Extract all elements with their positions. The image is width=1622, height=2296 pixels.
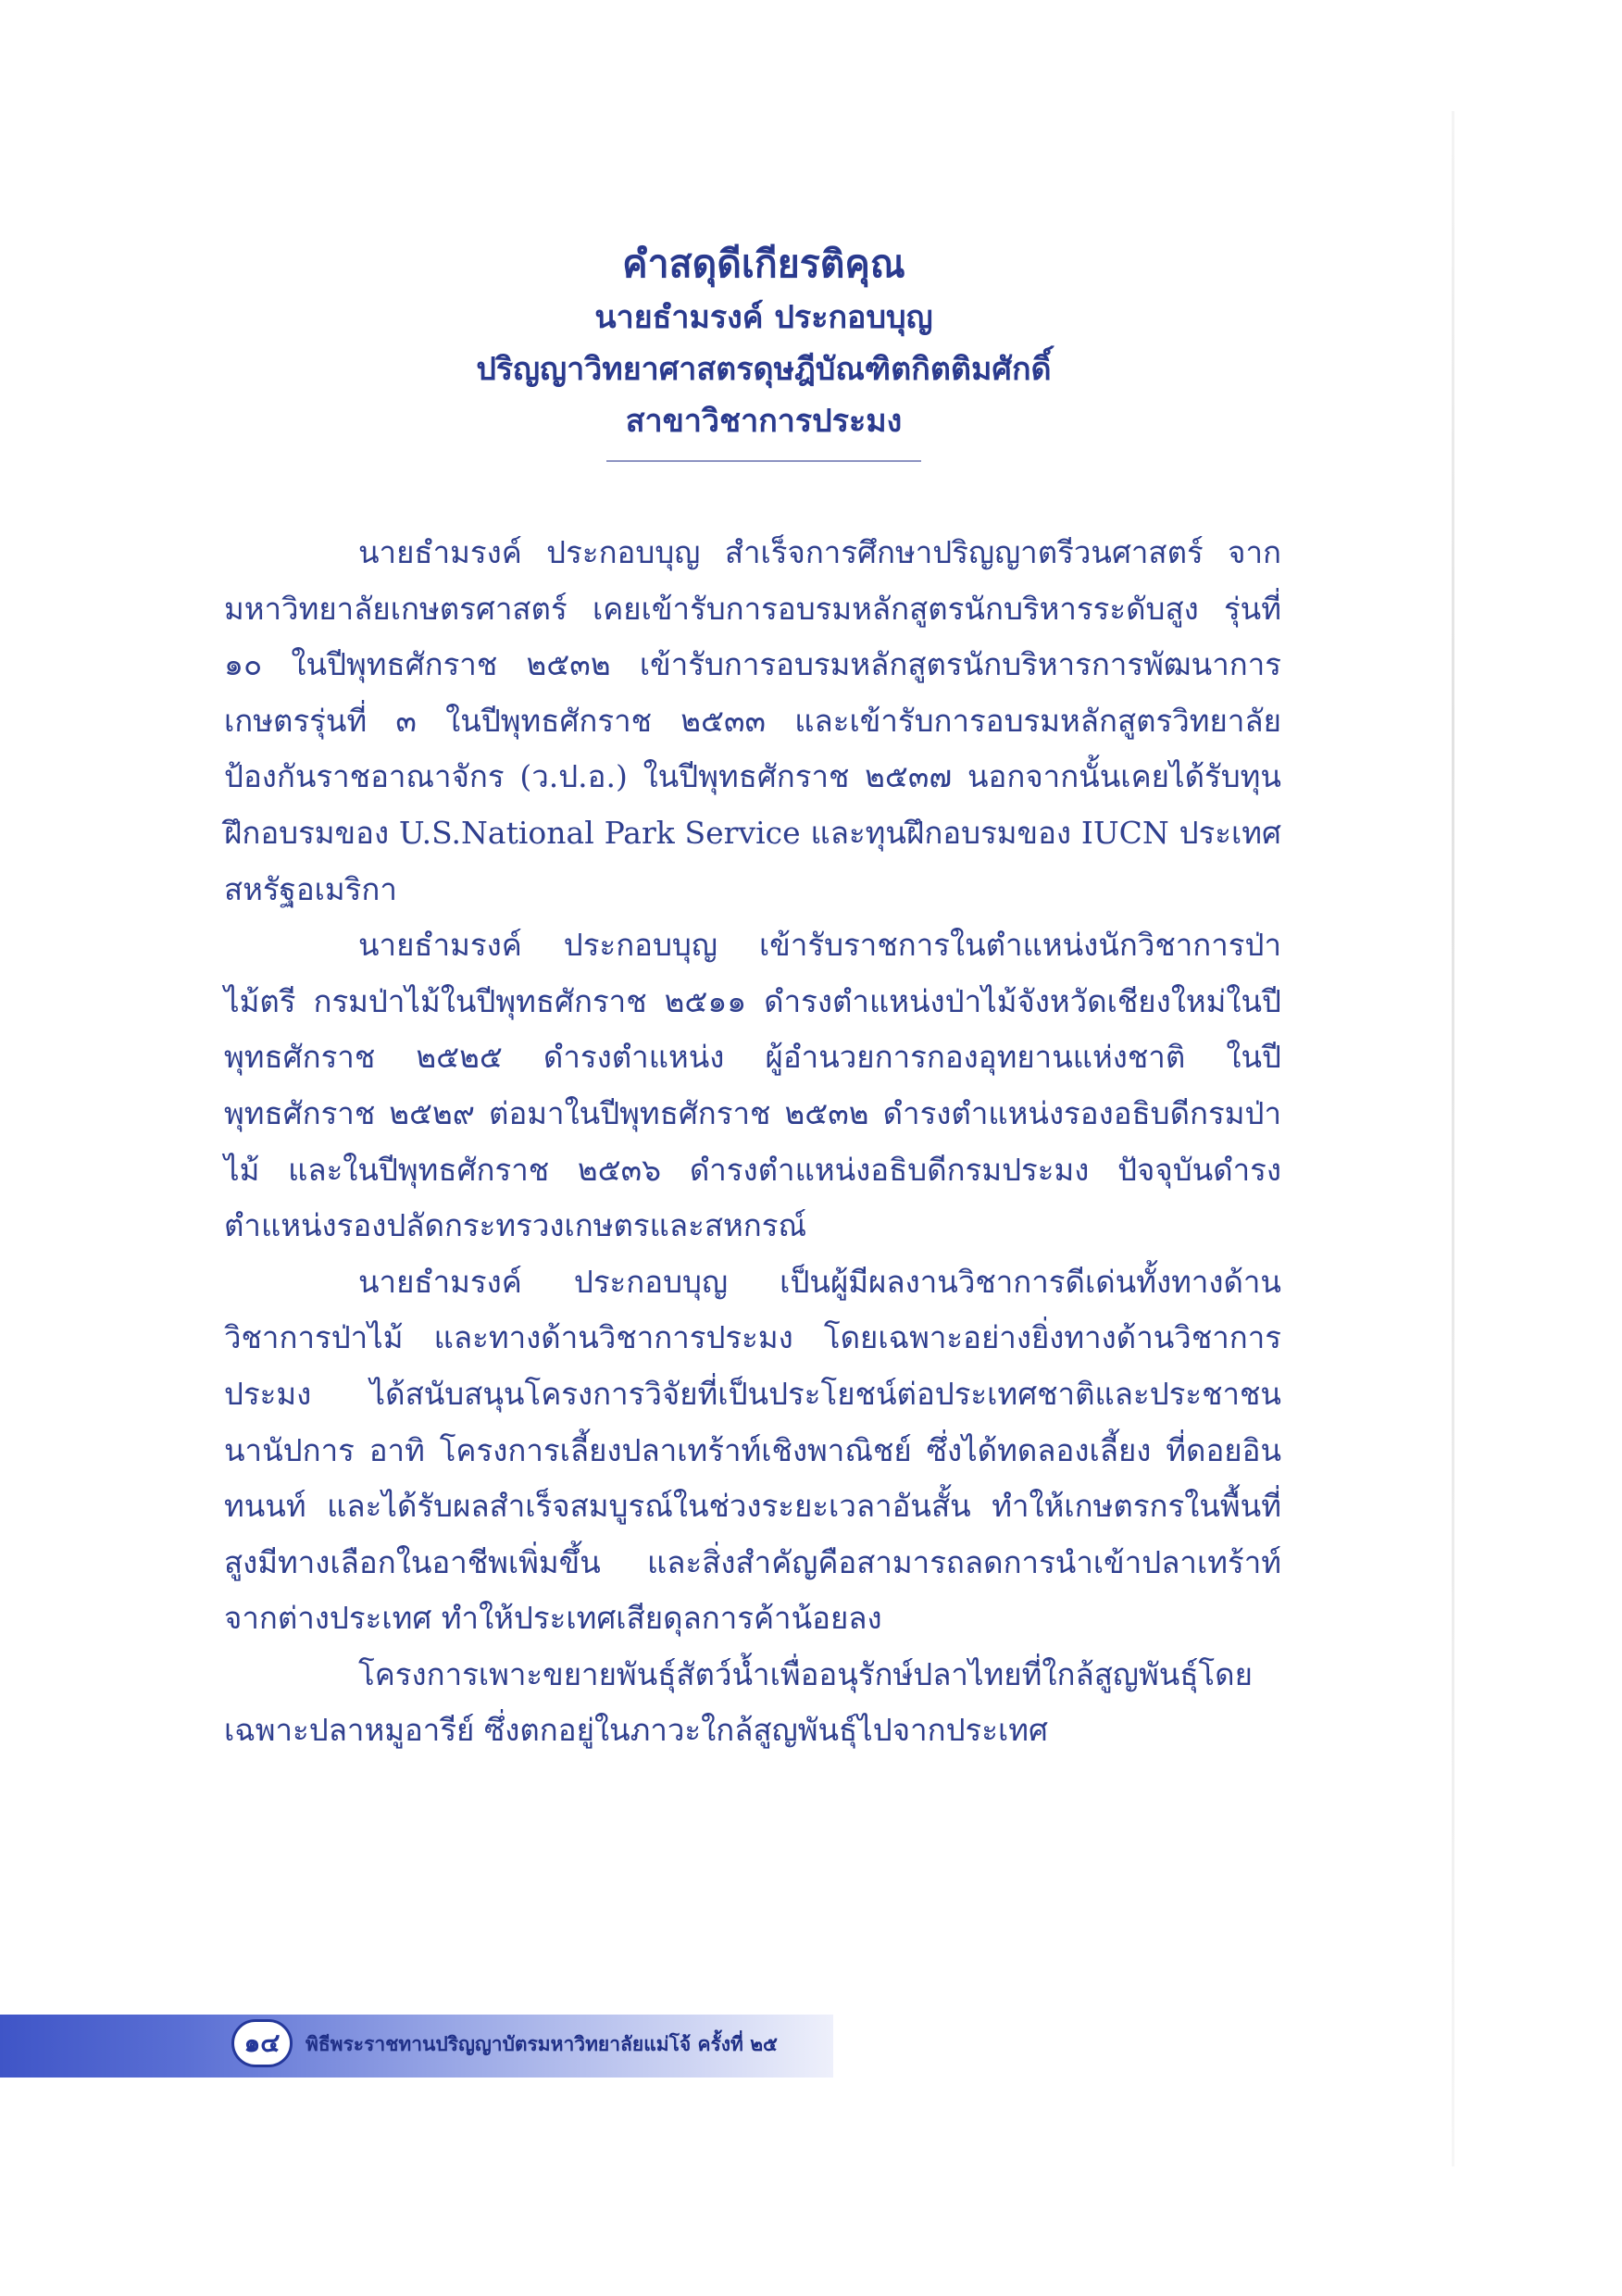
- page-number-badge: ๑๔: [231, 2019, 293, 2067]
- citation-body: [224, 525, 1281, 1759]
- paragraph-achievements: นายธำมรงค์ ประกอบบุญ เป็นผู้มีผลงานวิชาการดีเด่นทั้งทางด้านวิชาการป่าไม้ และทางด้านวิชาการประมง โดยเฉพาะอย่างยิ่งทางด้านวิชาการประมง ได้สนับสนุนโครงการวิจัยที่เป็นประโยชน์ต่อประเทศชาติและประชาชน นานัปการ อาทิ โครงการเลี้ยงปลาเทร้าท์เชิงพาณิชย์ ซึ่งได้ทดลองเลี้ยง ที่ดอยอินทนนท์ และได้รับผลสำเร็จสมบูรณ์ในช่วงระยะเวลาอันสั้น ทำให้เกษตรกรในพื้นที่สูงมีทางเลือกในอาชีพเพิ่มขึ้น และสิ่งสำคัญคือสามารถลดการนำเข้าปลาเทร้าท์จากต่างประเทศ ทำให้ประเทศเสียดุลการค้าน้อยลง: [224, 1263, 1281, 1637]
- paragraph-career: นายธำมรงค์ ประกอบบุญ เข้ารับราชการในตำแหน่งนักวิชาการป่าไม้ตรี กรมป่าไม้ในปีพุทธศักราช ๒๕๑๑ ดำรงตำแหน่งป่าไม้จังหวัดเชียงใหม่ในปีพุทธศักราช ๒๕๒๕ ดำรงตำแหน่ง ผู้อำนวยการกองอุทยานแห่งชาติ ในปีพุทธศักราช ๒๕๒๙ ต่อมาในปีพุทธศักราช ๒๕๓๒ ดำรงตำแหน่งรองอธิบดีกรมป่าไม้ และในปีพุทธศักราช ๒๕๓๖ ดำรงตำแหน่งอธิบดีกรมประมง ปัจจุบันดำรงตำแหน่งรองปลัดกระทรวงเกษตรและสหกรณ์: [224, 927, 1281, 1244]
- field-title: สาขาวิชาการประมง: [625, 403, 903, 440]
- honoree-name: นายธำมรงค์ ประกอบบุญ: [594, 299, 933, 336]
- title-divider: [606, 460, 921, 462]
- paragraph-conservation: โครงการเพาะขยายพันธุ์สัตว์น้ำเพื่ออนุรักษ์ปลาไทยที่ใกล้สูญพันธุ์โดยเฉพาะปลาหมูอารีย์ ซึ่งตกอยู่ในภาวะใกล้สูญพันธุ์ไปจากประเทศ: [224, 1655, 1253, 1749]
- degree-title: ปริญญาวิทยาศาสตรดุษฎีบัณฑิตกิตติมศักดิ์: [476, 351, 1052, 388]
- page-title: คำสดุดีเกียรติคุณ: [622, 242, 905, 286]
- page-edge-shadow: [1452, 111, 1454, 2166]
- paragraph-education: นายธำมรงค์ ประกอบบุญ สำเร็จการศึกษาปริญญาตรีวนศาสตร์ จากมหาวิทยาลัยเกษตรศาสตร์ เคยเข้ารับการอบรมหลักสูตรนักบริหารระดับสูง รุ่นที่ ๑๐ ในปีพุทธศักราช ๒๕๓๒ เข้ารับการอบรมหลักสูตรนักบริหารการพัฒนาการเกษตรรุ่นที่ ๓ ในปีพุทธศักราช ๒๕๓๓ และเข้ารับการอบรมหลักสูตรวิทยาลัยป้องกันราชอาณาจักร (ว.ป.อ.) ในปีพุทธศักราช ๒๕๓๗ นอกจากนั้นเคยได้รับทุนฝึกอบรมของ U.S.National Park Service และทุนฝึกอบรมของ IUCN ประเทศสหรัฐอเมริกา: [224, 534, 1281, 907]
- citation-header: [222, 236, 1305, 462]
- footer-caption: พิธีพระราชทานปริญญาบัตรมหาวิทยาลัยแม่โจ้ ครั้งที่ ๒๕: [306, 2033, 778, 2055]
